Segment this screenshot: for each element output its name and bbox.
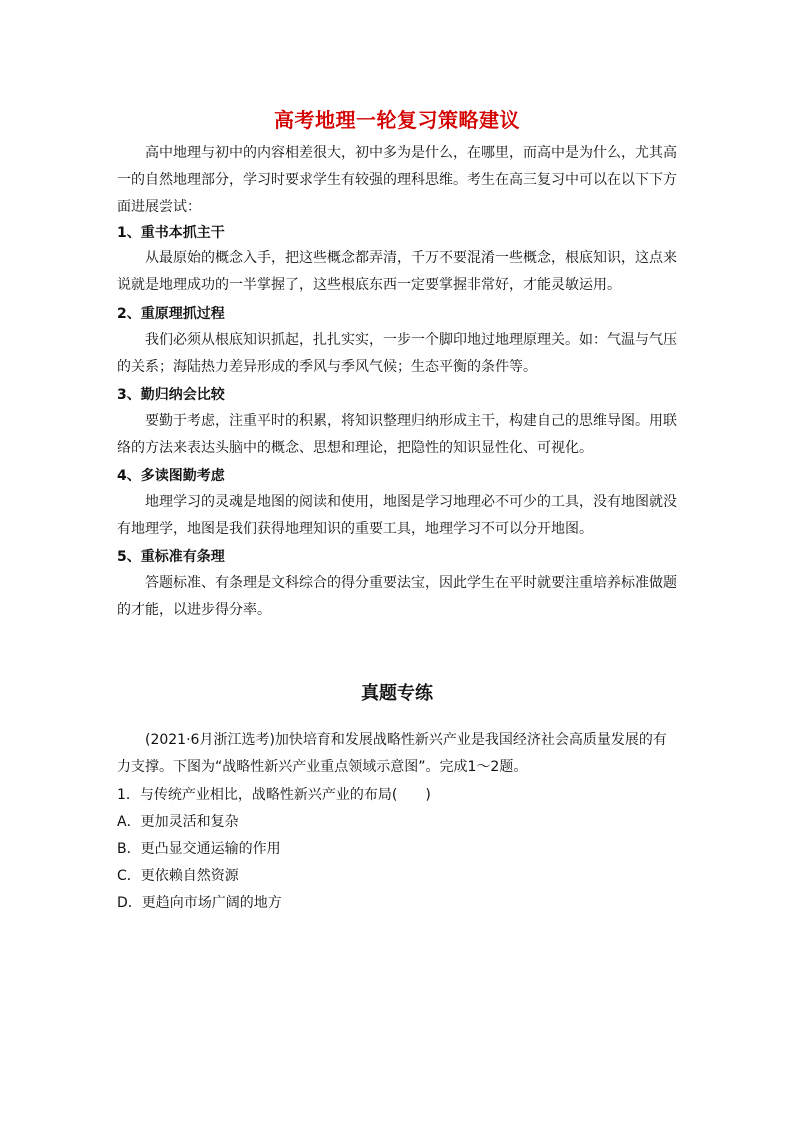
- section-heading-4: 4、多读图勤考虑: [117, 468, 225, 484]
- practice-title: 真题专练: [361, 683, 433, 704]
- option-a: A．更加灵活和复杂: [117, 814, 239, 830]
- section-body-1: 从最原始的概念入手，把这些概念都弄清，千万不要混淆一些概念，根底知识，这点来说就是地理成功的一半掌握了，这些根底东西一定要掌握非常好，才能灵敏运用。: [117, 250, 677, 293]
- section-body-4: 地理学习的灵魂是地图的阅读和使用，地图是学习地理必不可少的工具，没有地图就没有地理学，地图是我们获得地理知识的重要工具，地理学习不可以分开地图。: [117, 494, 677, 537]
- section-heading-5: 5、重标准有条理: [117, 549, 225, 565]
- section-heading-2: 2、重原理抓过程: [117, 306, 225, 322]
- section-body-5: 答题标准、有条理是文科综合的得分重要法宝，因此学生在平时就要注重培养标准做题的才能，以进步得分率。: [117, 575, 677, 618]
- option-d: D．更趋向市场广阔的地方: [117, 895, 282, 911]
- option-c: C．更依赖自然资源: [117, 868, 239, 884]
- practice-stem: (2021·6月浙江选考)加快培育和发展战略性新兴产业是我国经济社会高质量发展的有力支撑。下图为“战略性新兴产业重点领域示意图”。完成1～2题。: [117, 732, 667, 775]
- section-heading-3: 3、勤归纳会比较: [117, 387, 225, 403]
- section-body-2: 我们必须从根底知识抓起，扎扎实实，一步一个脚印地过地理原理关。如：气温与气压的关系；海陆热力差异形成的季风与季风气候；生态平衡的条件等。: [117, 332, 677, 375]
- option-b: B．更凸显交通运输的作用: [117, 841, 281, 857]
- section-body-3: 要勤于考虑，注重平时的积累，将知识整理归纳形成主干，构建自己的思维导图。用联络的方法来表达头脑中的概念、思想和理论，把隐性的知识显性化、可视化。: [117, 413, 677, 456]
- section-heading-1: 1、重书本抓主干: [117, 225, 225, 241]
- intro-paragraph: 高中地理与初中的内容相差很大，初中多为是什么，在哪里，而高中是为什么，尤其高一的自然地理部分，学习时要求学生有较强的理科思维。考生在高三复习中可以在以下下方面进展尝试：: [117, 145, 677, 215]
- question-1: 1．与传统产业相比，战略性新兴产业的布局( ): [117, 787, 431, 803]
- page-title: 高考地理一轮复习策略建议: [274, 108, 520, 132]
